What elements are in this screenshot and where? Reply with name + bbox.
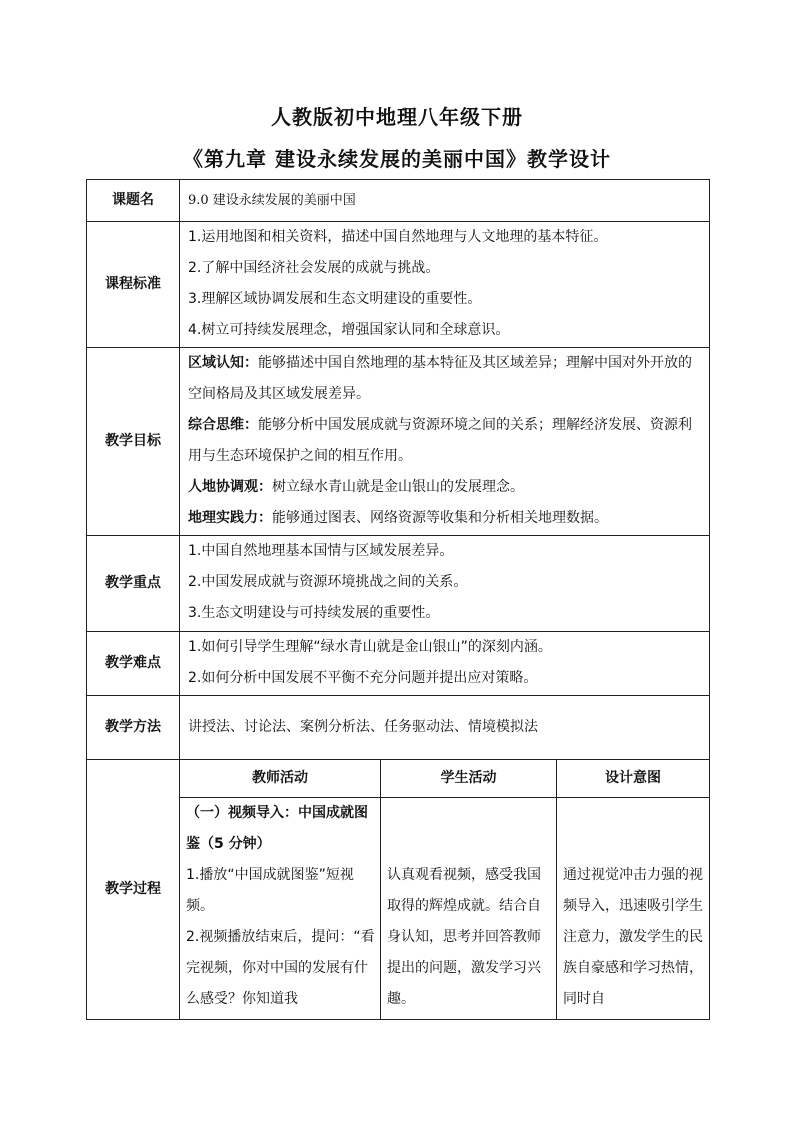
goal-item [188,348,703,410]
row-key-points [87,536,710,632]
teacher-activity-cell [180,798,381,1020]
design-intent-text: 通过视觉冲击力强的视频导入，迅速吸引学生注意力，激发学生的民族自豪感和学习热情，同时自 [563,867,703,1007]
methods-value: 讲授法、讨论法、案例分析法、任务驱动法、情境模拟法 [180,696,710,760]
standard-item: 1.运用地图和相关资料，描述中国自然地理与人文地理的基本特征。 [188,229,608,245]
key-point-item: 2.中国发展成就与资源环境挑战之间的关系。 [188,574,468,590]
document-title: 人教版初中地理八年级下册 [271,105,523,129]
row-difficulties [87,632,710,696]
goals-content [180,348,710,536]
student-activity-text: 认真观看视频，感受我国取得的辉煌成就。结合自身认知，思考并回答教师提出的问题，激发学习兴趣。 [387,867,541,1007]
key-point-item: 1.中国自然地理基本国情与区域发展差异。 [188,543,454,559]
goal-key: 人地协调观： [188,479,272,495]
design-intent-header: 设计意图 [557,760,710,798]
standard-item: 3.理解区域协调发展和生态文明建设的重要性。 [188,291,482,307]
methods-label: 教学方法 [87,696,180,760]
lesson-plan-table [86,179,710,1020]
goals-label: 教学目标 [87,348,180,536]
row-standards [87,222,710,348]
difficulties-content [180,632,710,696]
teacher-activity-line: 2.视频播放结束后，提问：“看完视频，你对中国的发展有什么感受？你知道我 [186,929,375,1007]
row-topic [87,180,710,222]
standards-label: 课程标准 [87,222,180,348]
goal-text: 树立绿水青山就是金山银山的发展理念。 [272,479,524,495]
student-activity-header: 学生活动 [381,760,557,798]
goal-item [188,410,703,472]
standards-content [180,222,710,348]
goal-text: 能够通过图表、网络资源等收集和分析相关地理数据。 [272,510,608,526]
row-process-body [87,798,710,1020]
key-points-label: 教学重点 [87,536,180,632]
standard-item: 4.树立可持续发展理念，增强国家认同和全球意识。 [188,322,510,338]
goal-key: 区域认知： [188,355,258,371]
topic-label: 课题名 [87,180,180,222]
difficulties-label: 教学难点 [87,632,180,696]
goal-item [188,472,703,503]
row-goals [87,348,710,536]
goal-text: 能够分析中国发展成就与资源环境之间的关系；理解经济发展、资源利用与生态环境保护之间的相互作用。 [188,417,692,464]
student-activity-cell [381,798,557,1020]
goal-key: 综合思维： [188,417,258,433]
teacher-activity-line: 1.播放“中国成就图鉴”短视频。 [186,867,354,914]
goal-key: 地理实践力： [188,510,272,526]
row-process-header [87,760,710,798]
teacher-activity-header: 教师活动 [180,760,381,798]
document-subtitle: 《第九章 建设永续发展的美丽中国》教学设计 [183,147,611,171]
difficulty-item: 2.如何分析中国发展不平衡不充分问题并提出应对策略。 [188,670,538,686]
goal-item [188,503,703,534]
difficulty-item: 1.如何引导学生理解“绿水青山就是金山银山”的深刻内涵。 [188,639,552,655]
standard-item: 2.了解中国经济社会发展的成就与挑战。 [188,260,440,276]
process-label: 教学过程 [87,760,180,1020]
topic-value: 9.0 建设永续发展的美丽中国 [180,180,710,222]
goal-text: 能够描述中国自然地理的基本特征及其区域差异；理解中国对外开放的空间格局及其区域发展差异。 [188,355,692,402]
row-methods [87,696,710,760]
key-point-item: 3.生态文明建设与可持续发展的重要性。 [188,605,440,621]
teacher-activity-heading: （一）视频导入：中国成就图鉴（5 分钟） [186,805,368,852]
key-points-content [180,536,710,632]
design-intent-cell [557,798,710,1020]
